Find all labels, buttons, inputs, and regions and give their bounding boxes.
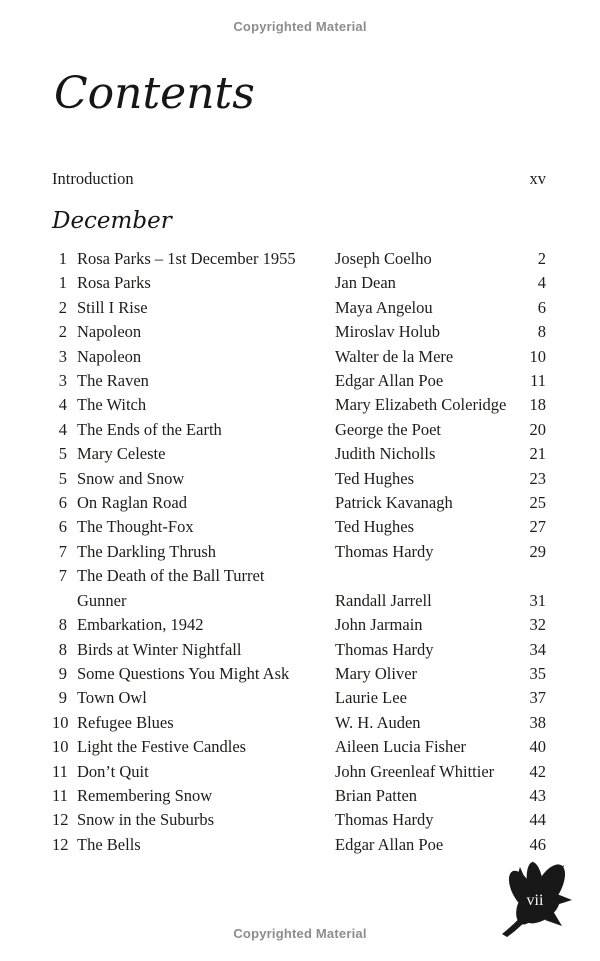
column-gap <box>67 515 77 539</box>
day-number: 7 <box>58 566 67 586</box>
day-number: 10 <box>52 712 69 732</box>
column-gap <box>67 296 77 320</box>
toc-row <box>52 467 546 491</box>
column-gap <box>67 711 77 735</box>
toc-row <box>52 369 546 393</box>
toc-row <box>52 515 546 539</box>
poem-title: Rosa Parks <box>77 273 151 293</box>
folio-page-number: vii <box>526 892 544 909</box>
day-number: 4 <box>58 395 67 415</box>
toc-row <box>52 613 546 637</box>
page-number: 38 <box>529 712 546 732</box>
day-number: 6 <box>58 493 67 513</box>
poem-title: Refugee Blues <box>77 712 174 732</box>
poem-title: Napoleon <box>77 346 142 366</box>
poet-name: Patrick Kavanagh <box>335 493 453 513</box>
poem-title: Town Owl <box>77 688 147 708</box>
poem-title: Snow and Snow <box>77 468 185 488</box>
poet-name: Maya Angelou <box>335 297 433 317</box>
toc-row <box>52 247 546 271</box>
column-gap <box>67 467 77 491</box>
poem-title: The Bells <box>77 834 141 854</box>
column-gap <box>67 320 77 344</box>
poem-title: On Raglan Road <box>77 493 187 513</box>
day-number: 2 <box>58 322 67 342</box>
toc-row <box>52 589 546 613</box>
toc-row <box>52 491 546 515</box>
toc-row <box>52 638 546 662</box>
page-number: 25 <box>529 493 546 513</box>
poet-name: Mary Oliver <box>335 663 418 683</box>
introduction-row <box>52 167 546 191</box>
page-number <box>514 564 546 588</box>
poem-title: The Witch <box>77 395 147 415</box>
poet-name: Thomas Hardy <box>335 541 434 561</box>
toc-row <box>52 418 546 442</box>
page-number: 44 <box>529 810 546 830</box>
day-number: 3 <box>58 346 67 366</box>
day-number: 1 <box>58 273 67 293</box>
poem-title: Still I Rise <box>77 297 148 317</box>
toc-row <box>52 296 546 320</box>
toc-row <box>52 662 546 686</box>
column-gap <box>67 393 77 417</box>
day-number: 11 <box>52 785 68 805</box>
day-number: 3 <box>58 371 67 391</box>
poet-name: W. H. Auden <box>335 712 421 732</box>
poet-name: Ted Hughes <box>335 517 415 537</box>
poet-name: George the Poet <box>335 419 442 439</box>
introduction-page-number: xv <box>529 169 546 188</box>
toc-row <box>52 711 546 735</box>
day-number: 8 <box>58 639 67 659</box>
page-number: 18 <box>529 395 546 415</box>
day-number: 2 <box>58 297 67 317</box>
toc-row <box>52 564 546 588</box>
page-number: 4 <box>537 273 546 293</box>
poet-name <box>335 564 514 588</box>
page-number: 20 <box>529 419 546 439</box>
poem-title: Rosa Parks – 1st December 1955 <box>77 249 296 268</box>
toc-row <box>52 833 546 857</box>
day-number: 9 <box>58 688 67 708</box>
poet-name: Ted Hughes <box>335 468 415 488</box>
poet-name: Mary Elizabeth Coleridge <box>335 395 507 415</box>
toc-row <box>52 442 546 466</box>
day-number <box>52 589 67 613</box>
day-number: 4 <box>58 419 67 439</box>
toc-row <box>52 320 546 344</box>
poem-title: Don’t Quit <box>77 761 149 781</box>
page-number: 35 <box>529 663 546 683</box>
poet-name: Edgar Allan Poe <box>335 371 444 391</box>
page-number: 34 <box>529 639 546 659</box>
toc-row <box>52 808 546 832</box>
toc-row <box>52 540 546 564</box>
toc-row <box>52 345 546 369</box>
poet-name: Randall Jarrell <box>335 590 432 610</box>
page-number: 10 <box>529 346 546 366</box>
day-number: 5 <box>58 444 67 464</box>
day-number: 7 <box>58 541 67 561</box>
column-gap <box>67 833 77 857</box>
page-number: 37 <box>529 688 546 708</box>
page-number: 29 <box>529 541 546 561</box>
page-number: 32 <box>529 615 546 635</box>
toc-list <box>52 247 546 857</box>
page-number: 42 <box>529 761 546 781</box>
day-number: 9 <box>58 663 67 683</box>
poet-name: Jan Dean <box>335 273 396 293</box>
poem-title: The Ends of the Earth <box>77 419 222 439</box>
poet-name: Judith Nicholls <box>335 444 436 464</box>
poem-title: The Thought-Fox <box>77 517 194 537</box>
column-gap <box>67 345 77 369</box>
column-gap <box>67 247 77 271</box>
page-number: 46 <box>529 834 546 854</box>
page-number: 27 <box>529 517 546 537</box>
toc-row <box>52 271 546 295</box>
poet-name: Aileen Lucia Fisher <box>335 737 467 757</box>
column-gap <box>67 784 77 808</box>
copyright-watermark-top: Copyrighted Material <box>233 19 367 34</box>
poem-title: Gunner <box>77 590 127 610</box>
poem-title: The Raven <box>77 371 149 391</box>
page-number: 8 <box>537 322 546 342</box>
toc-row <box>52 784 546 808</box>
poem-title: Birds at Winter Nightfall <box>77 639 242 659</box>
poem-title: The Darkling Thrush <box>77 541 217 561</box>
column-gap <box>67 564 77 588</box>
column-gap <box>67 540 77 564</box>
poet-name: Thomas Hardy <box>335 810 434 830</box>
introduction-label: Introduction <box>52 169 134 188</box>
toc-row <box>52 735 546 759</box>
poem-title: Light the Festive Candles <box>77 737 247 757</box>
column-gap <box>67 491 77 515</box>
poet-name: Edgar Allan Poe <box>335 834 444 854</box>
poet-name: Thomas Hardy <box>335 639 434 659</box>
column-gap <box>67 808 77 832</box>
page-title: Contents <box>54 68 255 119</box>
column-gap <box>67 589 77 613</box>
poet-name: Miroslav Holub <box>335 322 440 342</box>
column-gap <box>67 760 77 784</box>
poet-name: Joseph Coelho <box>335 249 432 268</box>
column-gap <box>67 271 77 295</box>
column-gap <box>67 613 77 637</box>
poem-title: Napoleon <box>77 322 142 342</box>
day-number: 5 <box>58 468 67 488</box>
column-gap <box>67 442 77 466</box>
page-number: 21 <box>529 444 546 464</box>
page-number: 23 <box>529 468 546 488</box>
day-number: 11 <box>52 761 68 781</box>
page-number: 40 <box>529 737 546 757</box>
toc-row <box>52 760 546 784</box>
poem-title: Embarkation, 1942 <box>77 615 204 635</box>
section-title-december: December <box>52 208 172 234</box>
copyright-watermark-bottom: Copyrighted Material <box>233 926 367 941</box>
day-number: 6 <box>58 517 67 537</box>
poem-title: Snow in the Suburbs <box>77 810 215 830</box>
day-number: 10 <box>52 737 69 757</box>
page-number: 43 <box>529 785 546 805</box>
column-gap <box>67 686 77 710</box>
column-gap <box>67 369 77 393</box>
day-number: 12 <box>52 810 69 830</box>
page-number: 31 <box>529 590 546 610</box>
column-gap <box>67 735 77 759</box>
poet-name: John Jarmain <box>335 615 423 635</box>
page-number: 6 <box>537 297 546 317</box>
poet-name: Laurie Lee <box>335 688 407 708</box>
poem-title: Remembering Snow <box>77 785 213 805</box>
poet-name: Brian Patten <box>335 785 418 805</box>
poem-title: Mary Celeste <box>77 444 166 464</box>
page-number: 2 <box>537 249 546 268</box>
day-number: 8 <box>58 615 67 635</box>
toc-row <box>52 686 546 710</box>
poet-name: John Greenleaf Whittier <box>335 761 495 781</box>
poet-name: Walter de la Mere <box>335 346 454 366</box>
day-number: 12 <box>52 834 69 854</box>
column-gap <box>67 418 77 442</box>
poem-title: Some Questions You Might Ask <box>77 663 290 683</box>
column-gap <box>67 638 77 662</box>
day-number: 1 <box>58 249 67 268</box>
column-gap <box>67 662 77 686</box>
poem-title: The Death of the Ball Turret <box>77 566 265 586</box>
page-number: 11 <box>530 371 546 391</box>
toc-row <box>52 393 546 417</box>
